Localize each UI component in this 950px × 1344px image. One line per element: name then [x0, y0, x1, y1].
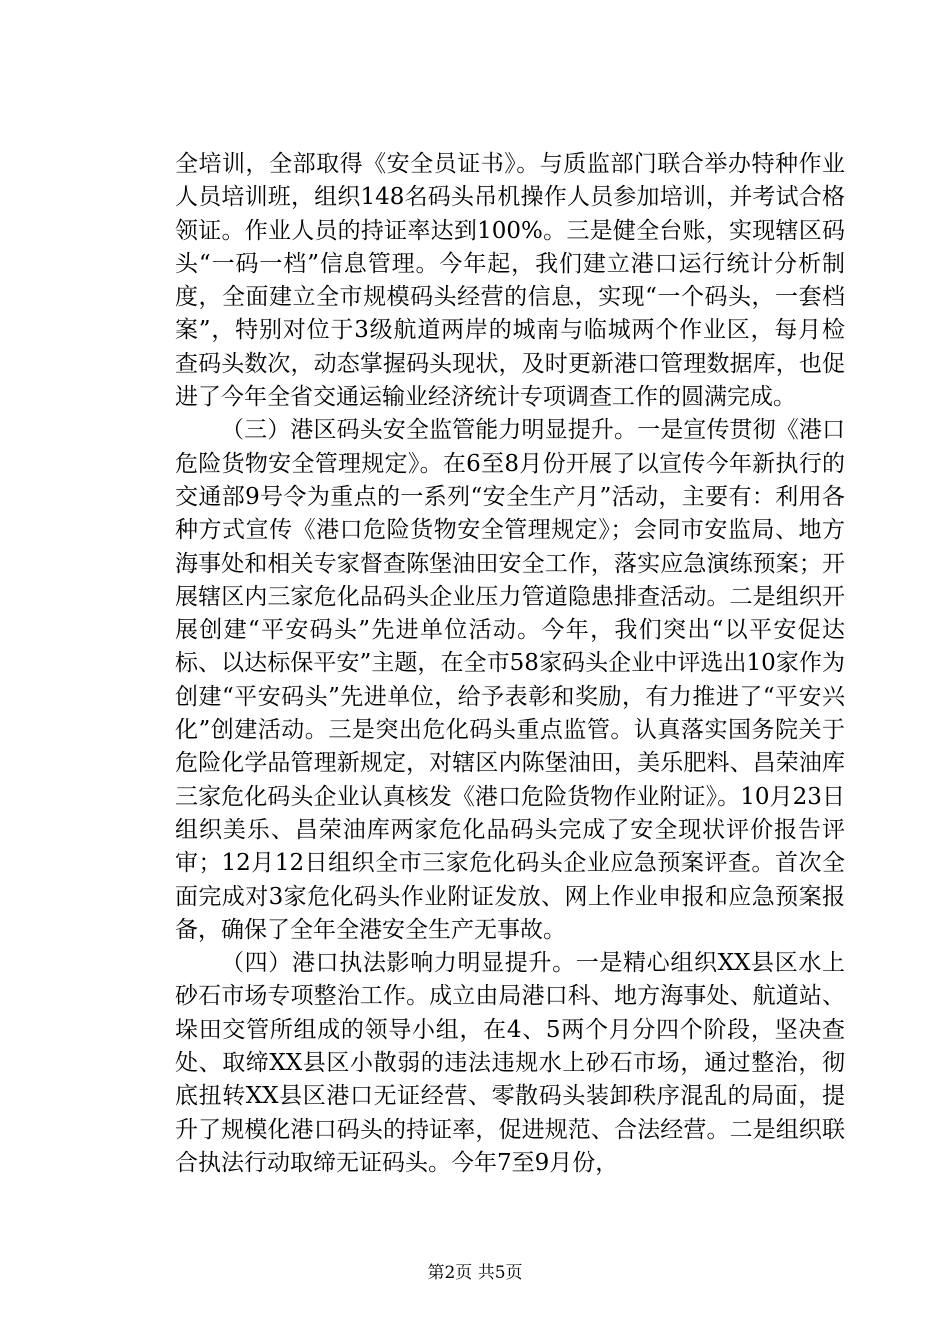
paragraph-section-4: （四）港口执法影响力明显提升。一是精心组织XX县区水上砂石市场专项整治工作。成立由局港口科、地方海事处、航道站、垛田交管所组成的领导小组，在4、5两个月分四个阶段，坚决查处、取缔XX县区小散弱的违法违规水上砂石市场，通过整治，彻底扭转XX县区港口无证经营、零散码头装卸秩序混乱的局面，提升了规模化港口码头的持证率，促进规范、合法经营。二是组织联合执法行动取缔无证码头。今年7至9月份，	[175, 950, 845, 1176]
paragraph-continuation: 全培训，全部取得《安全员证书》。与质监部门联合举办特种作业人员培训班，组织148名码头吊机操作人员参加培训，并考试合格领证。作业人员的持证率达到100%。三是健全台账，实现辖区码头“一码一档”信息管理。今年起，我们建立港口运行统计分析制度，全面建立全市规模码头经营的信息，实现“一个码头，一套档案”，特别对位于3级航道两岸的城南与临城两个作业区，每月检查码头数次，动态掌握码头现状，及时更新港口管理数据库，也促进了今年全省交通运输业经济统计专项调查工作的圆满完成。	[175, 151, 845, 411]
paragraph-section-3: （三）港区码头安全监管能力明显提升。一是宣传贯彻《港口危险货物安全管理规定》。在6至8月份开展了以宣传今年新执行的交通部9号令为重点的一系列“安全生产月”活动，主要有：利用各种方式宣传《港口危险货物安全管理规定》；会同市安监局、地方海事处和相关专家督查陈堡油田安全工作，落实应急演练预案；开展辖区内三家危化品码头企业压力管道隐患排查活动。二是组织开展创建“平安码头”先进单位活动。今年，我们突出“以平安促达标、以达标保平安”主题，在全市58家码头企业中评选出10家作为创建“平安码头”先进单位，给予表彰和奖励，有力推进了“平安兴化”创建活动。三是突出危化码头重点监管。认真落实国务院关于危险化学品管理新规定，对辖区内陈堡油田，美乐肥料、昌荣油库三家危化码头企业认真核发《港口危险货物作业附证》。10月23日组织美乐、昌荣油库两家危化品码头完成了安全现状评价报告评审；12月12日组织全市三家危化码头企业应急预案评查。首次全面完成对3家危化码头作业附证发放、网上作业申报和应急预案报备，确保了全年全港安全生产无事故。	[175, 417, 845, 943]
document-body	[175, 148, 845, 1180]
page-number-footer: 第2页 共5页	[427, 1263, 523, 1283]
